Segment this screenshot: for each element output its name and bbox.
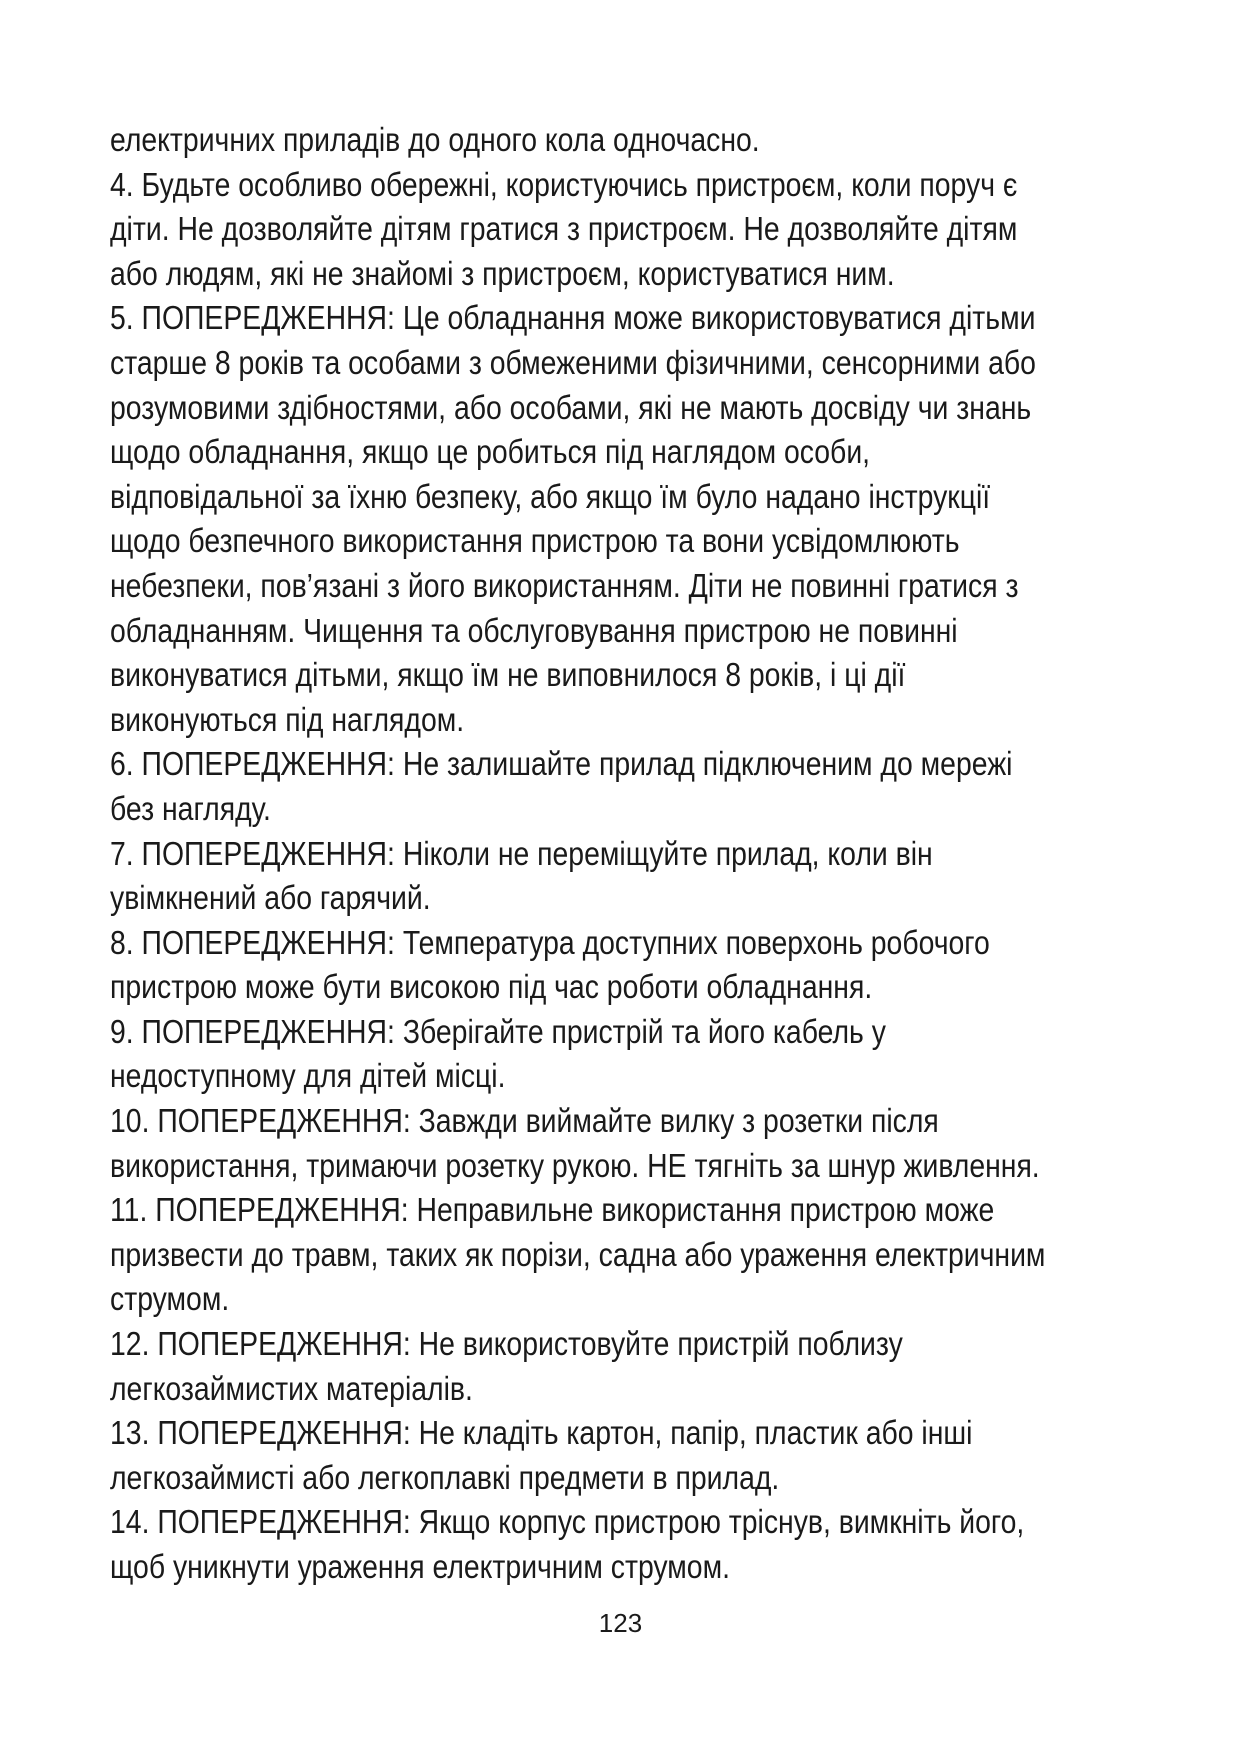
text-line: старше 8 років та особами з обмеженими фізичними, сенсорними або	[110, 343, 1036, 381]
text-line: щодо безпечного використання пристрою та вони усвідомлюють	[110, 522, 960, 560]
text-line: діти. Не дозволяйте дітям гратися з пристроєм. Не дозволяйте дітям	[110, 210, 1018, 248]
text-line: щоб уникнути ураження електричним струмом.	[110, 1548, 730, 1585]
text-line: струмом.	[110, 1280, 230, 1318]
text-line: 8. ПОПЕРЕДЖЕННЯ: Температура доступних поверхонь робочого	[110, 923, 990, 961]
page-number: 123	[598, 1608, 643, 1638]
text-line: призвести до травм, таких як порізи, садна або ураження електричним	[110, 1235, 1046, 1273]
text-line: електричних приладів до одного кола одночасно.	[110, 121, 760, 158]
text-line: виконуються під наглядом.	[110, 700, 465, 738]
text-line: або людям, які не знайомі з пристроєм, користуватися ним.	[110, 254, 895, 292]
text-line: 4. Будьте особливо обережні, користуючись пристроєм, коли поруч є	[110, 165, 1018, 203]
text-line: без нагляду.	[110, 789, 271, 827]
text-line: 13. ПОПЕРЕДЖЕННЯ: Не кладіть картон, папір, пластик або інші	[110, 1414, 973, 1452]
text-line: пристрою може бути високою під час роботи обладнання.	[110, 968, 873, 1006]
text-line: обладнанням. Чищення та обслуговування пристрою не повинні	[110, 611, 958, 649]
text-line: недоступному для дітей місці.	[110, 1057, 506, 1095]
text-line: 6. ПОПЕРЕДЖЕННЯ: Не залишайте прилад підключеним до мережі	[110, 745, 1013, 783]
text-line: 14. ПОПЕРЕДЖЕННЯ: Якщо корпус пристрою тріснув, вимкніть його,	[110, 1503, 1025, 1541]
text-line: легкозаймисті або легкоплавкі предмети в прилад.	[110, 1458, 780, 1496]
text-line: 11. ПОПЕРЕДЖЕННЯ: Неправильне використання пристрою може	[110, 1191, 995, 1229]
text-line: використання, тримаючи розетку рукою. НЕ тягніть за шнур живлення.	[110, 1146, 1040, 1184]
text-line: відповідальної за їхню безпеку, або якщо їм було надано інструкції	[110, 477, 991, 515]
text-line: 10. ПОПЕРЕДЖЕННЯ: Завжди виймайте вилку з розетки після	[110, 1102, 939, 1140]
text-line: виконуватися дітьми, якщо їм не виповнилося 8 років, і ці дії	[110, 656, 906, 694]
text-line: 5. ПОПЕРЕДЖЕННЯ: Це обладнання може використовуватися дітьми	[110, 299, 1036, 337]
text-line: розумовими здібностями, або особами, які не мають досвіду чи знань	[110, 388, 1032, 426]
text-line: небезпеки, пов’язані з його використанням. Діти не повинні гратися з	[110, 566, 1019, 604]
text-line: увімкнений або гарячий.	[110, 879, 431, 917]
text-line: 7. ПОПЕРЕДЖЕННЯ: Ніколи не переміщуйте прилад, коли він	[110, 834, 933, 872]
text-line: легкозаймистих матеріалів.	[110, 1369, 473, 1407]
text-line: 12. ПОПЕРЕДЖЕННЯ: Не використовуйте пристрій поблизу	[110, 1325, 903, 1363]
safety-instructions-text	[110, 118, 1170, 1590]
text-line: щодо обладнання, якщо це робиться під наглядом особи,	[110, 433, 871, 471]
text-line: 9. ПОПЕРЕДЖЕННЯ: Зберігайте пристрій та його кабель у	[110, 1012, 886, 1050]
